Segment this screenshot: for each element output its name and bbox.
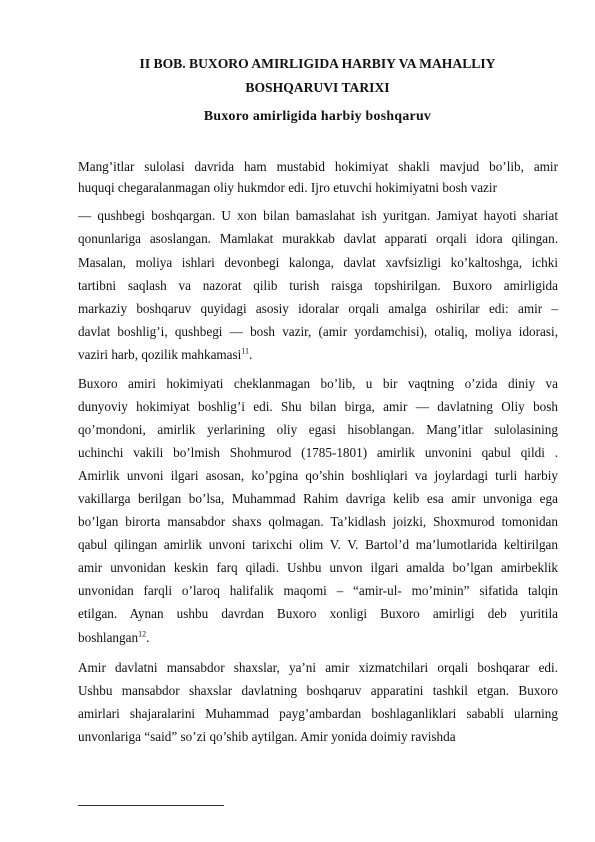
body-line: Amir davlatni mansabdor shaxslar, ya’ni amir xizmatchilari orqali boshqarar edi. [78,660,558,675]
body-line: Mang’itlar sulolasi davrida ham mustabid hokimiyat shakli mavjud bo’lib, amir [78,159,558,174]
body-line: amir unvonidan keskin farq qiladi. Ushbu unvon ilgari amalda bo’lgan amirbeklik [78,560,558,575]
body-line: tartibni saqlash va nazorat qilib turish raisga topshirilgan. Buxoro amirligida [78,278,558,293]
body-paragraph-end: boshlangan$^{12}$. [78,629,150,645]
body-line: unvonlariga “said” so’zi qo’shib aytilgan. Amir yonida doimiy ravishda [78,729,456,744]
body-line: qabul qilingan amirlik unvoni tarixchi olim V. V. Bartol’d ma’lumotlarida keltirilgan [78,537,558,552]
body-line: markaziy boshqaruv quyidagi asosiy idoralar orqali amalga oshirilar edi: amir – [78,301,558,316]
body-line: Amirlik unvoni ilgari asosan, ko’pgina qo’shin boshliqlari va joylardagi turli harbiy [78,468,558,483]
chapter-title-line-1: II BOB. BUXORO AMIRLIGIDA HARBIY VA MAHALLIY [139,56,496,71]
body-line: bo’lgan birorta mansabdor shaxs qolmagan. Ta’kidlash joizki, Shoxmurod tomonidan [78,514,558,529]
body-line-text: vaziri harb, qozilik mahkamasi [78,347,242,362]
footnote-ref-12: 12 [138,629,147,639]
body-line: unvonidan farqli o’laroq halifalik maqomi – “amir-ul- mo’minin” sifatida talqin [78,583,558,598]
body-line: qo’mondoni, amirlik yerlarining oliy egasi hisoblangan. Mang’itlar sulolasining [78,422,558,437]
body-line: Masalan, moliya ishlari devonbegi kalonga, davlat xavfsizligi ko’kaltoshga, ichki [78,255,558,270]
body-line-text: boshlangan [78,630,139,645]
body-paragraph-end: vaziri harb, qozilik mahkamasi$^{11}$. [78,346,253,362]
body-line: dunyoviy hokimiyat boshlig’i edi. Shu bilan birga, amir — davlatning Oliy bosh [78,399,558,414]
body-line: huquqi chegaralanmagan oliy hukmdor edi. Ijro etuvchi hokimiyatni bosh vazir [78,180,497,195]
body-line: vakillarga berilgan bo’lsa, Muhammad Rahim davriga kelib esa amir unvoniga ega [78,491,558,506]
body-line: etilgan. Aynan ushbu davrdan Buxoro xonligi Buxoro amirligi deb yuritila [78,606,558,621]
body-line: amirlari shajaralarini Muhammad payg’ambardan boshlaganliklari sababli ularning [78,706,558,721]
body-line: Ushbu mansabdor shaxslar davlatning boshqaruv apparatini tashkil etgan. Buxoro [78,683,558,698]
body-line: davlat boshlig’i, qushbegi — bosh vazir, (amir yordamchisi), otaliq, moliya idorasi, [78,324,558,339]
body-line: Buxoro amiri hokimiyati cheklanmagan bo’lib, u bir vaqtning o’zida diniy va [78,376,558,391]
body-line: uchinchi vakili bo’lmish Shohmurod (1785-1801) amirlik unvonini qabul qildi . [78,445,558,460]
body-line: — qushbegi boshqargan. U xon bilan bamaslahat ish yuritgan. Jamiyat hayoti shariat [78,208,558,223]
body-line: qonunlariga asoslangan. Mamlakat murakkab davlat apparati orqali idora qilingan. [78,231,558,246]
section-subtitle: Buxoro amirligida harbiy boshqaruv [203,108,432,123]
footnote-separator [78,805,224,806]
chapter-title-line-2: BOSHQARUVI TARIXI [245,80,390,95]
footnote-ref-11: 11 [241,346,250,356]
